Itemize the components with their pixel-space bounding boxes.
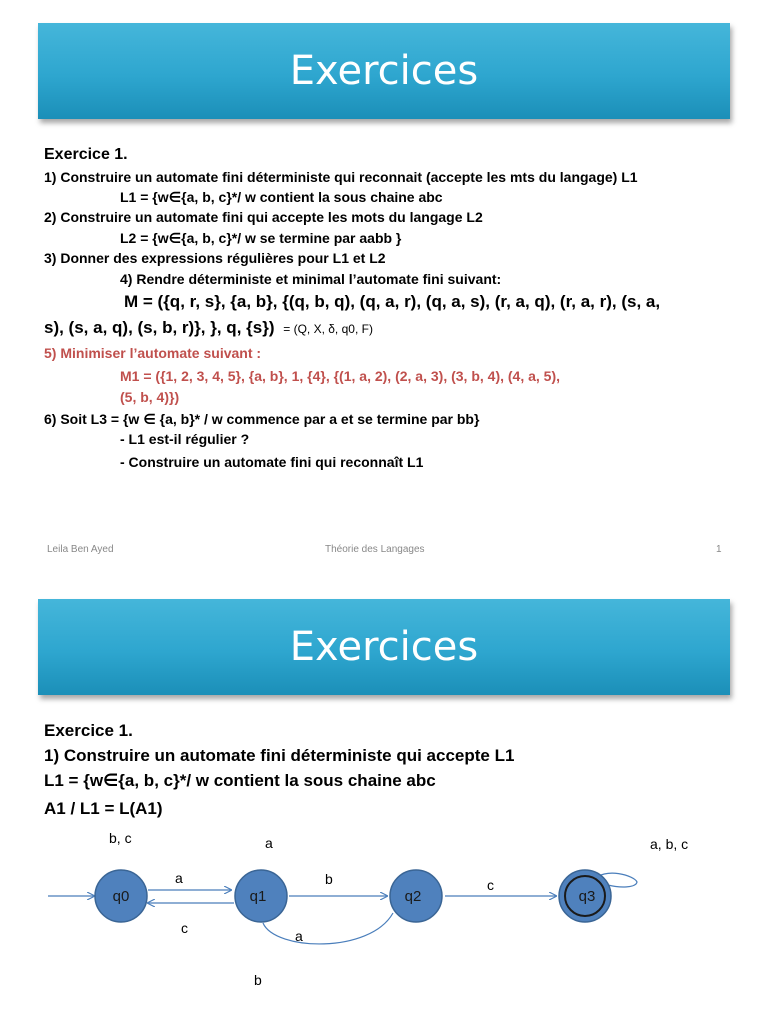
question-2: 2) Construire un automate fini qui accepte les mots du langage L2	[44, 209, 483, 225]
definition-l1-restated: L1 = {w∈{a, b, c}*/ w contient la sous chaine abc	[44, 771, 436, 790]
edge-q2-to-q1	[263, 913, 393, 944]
exercise-heading-2: Exercice 1.	[44, 721, 133, 740]
automaton-diagram	[0, 826, 768, 946]
automaton-m-line-2-text: s), (s, a, q), (s, b, r)}, }, q, {s})	[44, 318, 275, 337]
state-q1-label: q1	[249, 888, 267, 905]
definition-l2: L2 = {w∈{a, b, c}*/ w se termine par aabb }	[120, 230, 402, 246]
state-q3-label: q3	[578, 888, 596, 905]
automaton-m-line-1: M = ({q, r, s}, {a, b}, {(q, b, q), (q, a, r), (q, a, s), (r, a, q), (r, a, r), (s, a,	[124, 292, 661, 311]
automaton-statement: A1 / L1 = L(A1)	[44, 799, 163, 818]
question-6b: - Construire un automate fini qui reconnaît L1	[120, 454, 424, 470]
footer-course: Théorie des Langages	[325, 544, 425, 555]
automaton-m-line-2	[44, 318, 373, 338]
title-banner-2	[38, 599, 730, 695]
definition-l1: L1 = {w∈{a, b, c}*/ w contient la sous chaine abc	[120, 189, 443, 205]
automaton-m1-line-1: M1 = ({1, 2, 3, 4, 5}, {a, b}, 1, {4}, {(1, a, 2), (2, a, 3), (3, b, 4), (4, a, 5),	[120, 368, 561, 384]
question-4: 4) Rendre déterministe et minimal l’automate fini suivant:	[120, 271, 502, 287]
automaton-m-tuple: = (Q, X, δ, q0, F)	[283, 322, 373, 336]
question-5: 5) Minimiser l’automate suivant :	[44, 345, 262, 361]
label-q0-to-q1: a	[175, 870, 183, 886]
label-q3-loop: a, b, c	[650, 836, 689, 852]
state-q0-label: q0	[112, 888, 130, 905]
question-3: 3) Donner des expressions régulières pour L1 et L2	[44, 250, 386, 266]
label-q1-to-q2: b	[325, 871, 333, 887]
automaton-m1-line-2: (5, b, 4)})	[120, 389, 180, 405]
question-1: 1) Construire un automate fini déterministe qui reconnait (accepte les mts du langage) L1	[44, 169, 638, 185]
footer-page-number: 1	[716, 544, 722, 555]
question-6a: - L1 est-il régulier ?	[120, 431, 250, 447]
label-q2-to-q0: b	[254, 972, 262, 988]
question-1-restated: 1) Construire un automate fini déterministe qui accepte L1	[44, 746, 515, 765]
state-q2-label: q2	[404, 888, 422, 905]
slide-title: Exercices	[289, 48, 479, 94]
label-q2-to-q1: a	[295, 928, 303, 944]
slide-title-2: Exercices	[289, 624, 479, 670]
label-q2-to-q3: c	[487, 877, 494, 893]
slide-2	[0, 576, 768, 1024]
label-q0-loop: b, c	[109, 830, 132, 846]
label-q1-loop: a	[265, 835, 273, 851]
title-banner	[38, 23, 730, 119]
question-6: 6) Soit L3 = {w ∈ {a, b}* / w commence par a et se termine par bb}	[44, 411, 480, 427]
footer-author: Leila Ben Ayed	[47, 544, 114, 555]
exercise-heading: Exercice 1.	[44, 146, 128, 163]
label-q1-to-q0: c	[181, 920, 188, 936]
